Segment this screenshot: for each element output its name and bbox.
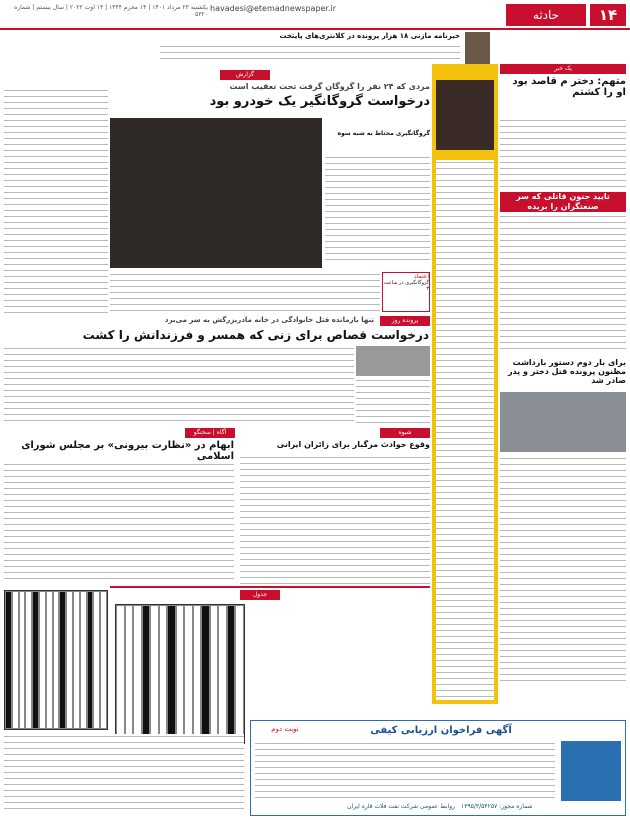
top-story-headline: خبرنامه مازنی ۱۸ هزار پرونده در کلانتری‌های پایتخت [279, 32, 460, 40]
third-tag: شیوه [380, 428, 430, 438]
right-col-text [500, 118, 626, 188]
left-column-text [4, 88, 108, 313]
third-headline: وقوع حوادث مرگبار برای زائران ایرانی [276, 440, 430, 449]
page-number: ۱۴ [590, 4, 626, 26]
right-col-box-headline: تایید جنون قاتلی که سر صنعتگران را بریده [500, 192, 626, 212]
ad-footer: روابط عمومی شرکت نفت فلات قاره ایران [347, 803, 455, 810]
second-photo [356, 346, 430, 376]
main-side-text [325, 155, 430, 265]
third-body-text [240, 455, 430, 585]
puzzle-label: جدول [240, 590, 280, 600]
ad-block [250, 720, 626, 816]
right-col-photo [500, 392, 626, 452]
ad-code: شماره مجوز: ۱۳۹۵/۳/۵۴۲۵۷ [461, 803, 533, 810]
main-box-label: اعتماد [413, 273, 429, 280]
puzzle-clues [4, 734, 244, 814]
second-headline: درخواست قصاص برای زنی که همسر و فرزندانش را کشت [82, 328, 429, 342]
main-subhead: مردی که ۲۴ نفر را گروگان گرفت تحت تعقیب است [229, 82, 430, 91]
main-box-title: گروگانگیری در ساعت ۳ [383, 280, 429, 292]
main-box [382, 272, 430, 312]
section-title: حادثه [506, 4, 586, 26]
second-subhead: تنها بازمانده قتل خانوادگی در خانه مادربزرگش به سر می‌برد [164, 316, 374, 324]
contact-email: havadesi@etemadnewspaper.ir [210, 4, 337, 13]
right-col-tag: یک خبر [500, 64, 626, 74]
suspect-photo [436, 80, 494, 150]
right-col-box-text [500, 214, 626, 354]
ad-logo [561, 741, 621, 801]
main-side-caption: گروگانگیری محتاط به شبه سوه [337, 130, 430, 137]
crossword-grid-2[interactable] [4, 590, 108, 730]
date-line: یکشنبه ۲۳ مرداد ۱۴۰۱ | ۱۴ محرم ۱۴۴۴ | ۱۴ اوت ۲۰۲۲ | سال بیستم | شماره ۵۳۲۰ [14, 4, 208, 18]
second-kicker: پرونده روز [380, 316, 430, 326]
right-col-headline: متهم: دختر م قاصد بود او را کشتم [512, 76, 626, 98]
second-body-text [4, 346, 354, 426]
yellow-column-text [436, 160, 494, 700]
right-col-side-headline: برای بار دوم دستور بازداشت مظنون پرونده قتل دختر و پدر صادر شد [507, 358, 626, 385]
author-photo [465, 32, 490, 64]
fourth-body-text [4, 462, 234, 582]
second-side-text [356, 378, 430, 426]
main-kicker: گزارش [220, 70, 270, 80]
ad-subtitle: نوبت دوم [271, 725, 299, 733]
main-photo [110, 118, 322, 268]
main-body-text [110, 272, 380, 312]
fourth-headline: ابهام در «نظارت بیرونی» بر مجلس شورای اسلامی [21, 440, 234, 462]
puzzle-divider [110, 586, 430, 588]
main-headline: درخواست گروگانگیر یک خودرو بود [209, 94, 430, 109]
fourth-tag: آگاه | سخنگو [185, 428, 235, 438]
ad-title: آگهی فراخوان ارزیابی کیفی [370, 725, 512, 736]
right-col-long-text [500, 456, 626, 686]
top-story [160, 32, 460, 62]
crossword-grid-1[interactable] [115, 604, 245, 744]
top-story-text [160, 44, 460, 62]
ad-text [255, 741, 555, 801]
